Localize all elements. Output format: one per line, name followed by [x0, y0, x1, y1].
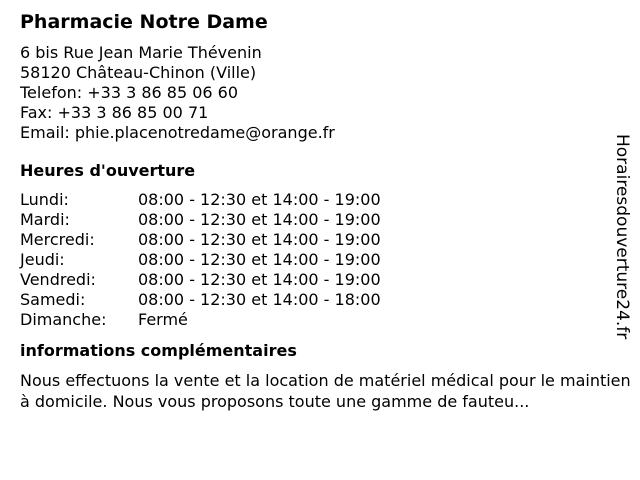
hours-day-label: Dimanche:: [20, 310, 107, 329]
site-watermark: Horairesdouverture24.fr: [612, 134, 632, 340]
opening-hours-heading: Heures d'ouverture: [20, 161, 196, 180]
hours-day-label: Samedi:: [20, 290, 86, 309]
additional-info-text: Nous effectuons la vente et la location de matériel médical pour le maintien à domicile. Nous vous proposons toute une gamme de fauteu...: [20, 371, 631, 411]
hours-time-value: 08:00 - 12:30 et 14:00 - 19:00: [138, 190, 381, 209]
hours-row-tuesday: [20, 210, 620, 230]
email-address: Email: phie.placenotredame@orange.fr: [20, 123, 335, 142]
hours-row-saturday: [20, 290, 620, 310]
hours-time-value: 08:00 - 12:30 et 14:00 - 19:00: [138, 230, 381, 249]
hours-row-monday: [20, 190, 620, 210]
hours-day-label: Vendredi:: [20, 270, 96, 289]
address-line-2: 58120 Château-Chinon (Ville): [20, 63, 257, 82]
hours-day-label: Jeudi:: [20, 250, 65, 269]
opening-hours-table: [20, 190, 620, 330]
hours-day-label: Mardi:: [20, 210, 70, 229]
additional-info-heading: informations complémentaires: [20, 341, 297, 360]
phone-number: Telefon: +33 3 86 85 06 60: [20, 83, 239, 102]
hours-time-value: 08:00 - 12:30 et 14:00 - 19:00: [138, 270, 381, 289]
hours-day-label: Mercredi:: [20, 230, 95, 249]
hours-row-wednesday: [20, 230, 620, 250]
pharmacy-name: Pharmacie Notre Dame: [20, 11, 268, 33]
fax-number: Fax: +33 3 86 85 00 71: [20, 103, 209, 122]
hours-time-value: 08:00 - 12:30 et 14:00 - 19:00: [138, 210, 381, 229]
address-line-1: 6 bis Rue Jean Marie Thévenin: [20, 43, 262, 62]
hours-time-value: Fermé: [138, 310, 188, 329]
hours-time-value: 08:00 - 12:30 et 14:00 - 19:00: [138, 250, 381, 269]
hours-row-sunday: [20, 310, 620, 330]
hours-row-friday: [20, 270, 620, 290]
hours-row-thursday: [20, 250, 620, 270]
hours-day-label: Lundi:: [20, 190, 69, 209]
hours-time-value: 08:00 - 12:30 et 14:00 - 18:00: [138, 290, 381, 309]
